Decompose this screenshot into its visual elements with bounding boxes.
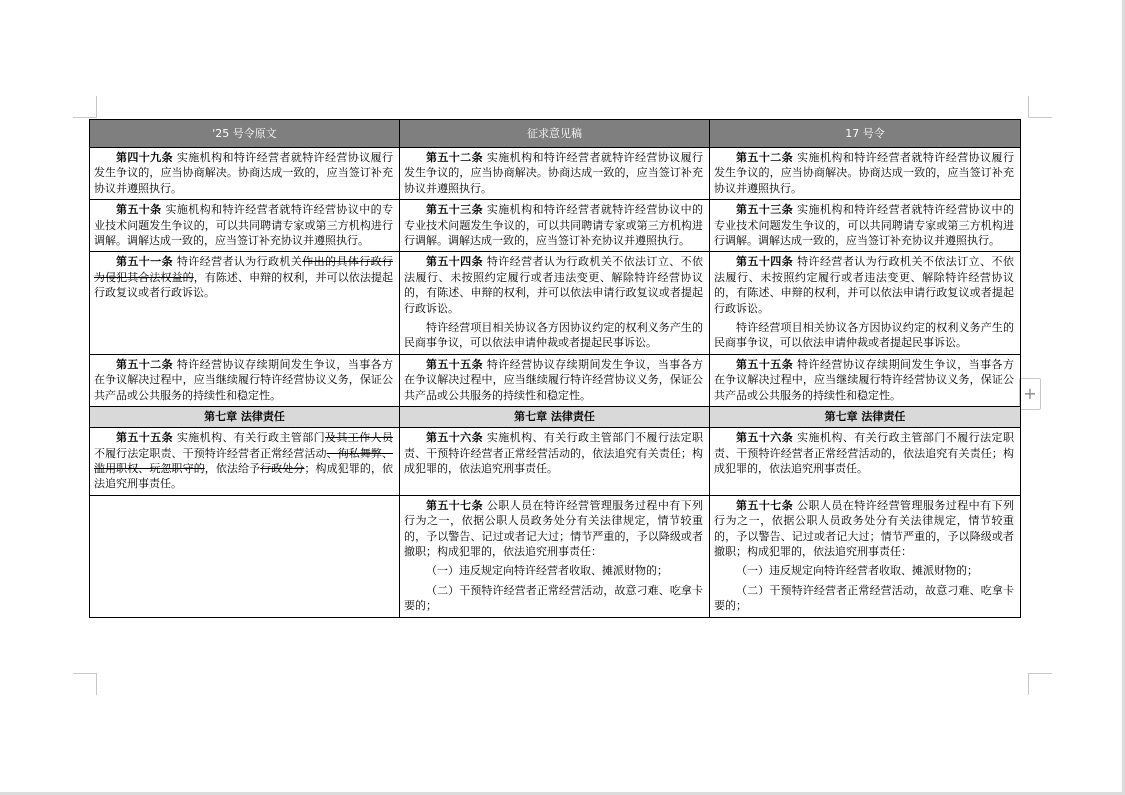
clause-paragraph <box>714 583 1014 614</box>
article-number: 第五十六条 <box>426 431 483 445</box>
clause-paragraph <box>404 254 703 316</box>
table-row <box>90 148 1021 200</box>
clause-text: 特许经营者认为行政机关不依法订立、不依法履行、未按照约定履行或者违法变更、解除特许经营协议的，有陈述、申辩的权利，并可以依法申请行政复议或者提起行政诉讼。 <box>714 255 1014 315</box>
clause-text: （一）违反规定向特许经营者收取、摊派财物的； <box>426 564 668 578</box>
header-order-17: 17 号令 <box>710 120 1021 148</box>
table-cell-original[interactable] <box>90 354 400 406</box>
clause-text: 实施机构和特许经营者就特许经营协议中的专业技术问题发生争议的，可以共同聘请专家或第三方机构进行调解。调解达成一致的，应当签订补充协议并遵照执行。 <box>714 203 1014 248</box>
clause-text: 实施机构和特许经营者就特许经营协议履行发生争议的，应当协商解决。协商达成一致的，应当签订补充协议并遵照执行。 <box>404 151 704 195</box>
crop-mark <box>1028 673 1029 695</box>
chapter-title-order-17: 第七章 法律责任 <box>710 407 1021 428</box>
deleted-text: 及其工作人员 <box>325 431 394 445</box>
article-number: 第五十二条 <box>426 151 483 164</box>
clause-text: 特许经营者认为行政机关不依法订立、不依法履行、未按照约定履行或者违法变更、解除特许经营协议的，有陈述、申辩的权利，并可以依法申请行政复议或者提起行政诉讼。 <box>404 255 704 315</box>
article-number: 第五十五条 <box>736 357 794 371</box>
table-cell-draft[interactable] <box>400 252 710 354</box>
table-row <box>90 252 1021 354</box>
header-draft: 征求意见稿 <box>400 120 710 148</box>
article-number: 第四十九条 <box>116 151 173 164</box>
chapter-title-original: 第七章 法律责任 <box>90 407 400 428</box>
clause-paragraph <box>714 563 1014 578</box>
table-cell-draft[interactable] <box>400 495 710 617</box>
table-cell-order-17[interactable] <box>710 354 1021 406</box>
clause-text: 实施机构、有关行政主管部门 <box>172 431 326 445</box>
clause-text: 不履行法定职责、干预特许经营者正常经营活动 <box>94 446 327 460</box>
clause-text: 特许经营项目相关协议各方因协议约定的权利义务产生的民商事争议，可以依法申请仲裁或者提起民事诉讼。 <box>404 321 703 350</box>
clause-text: 实施机构和特许经营者就特许经营协议履行发生争议的，应当协商解决。协商达成一致的，应当签订补充协议并遵照执行。 <box>714 151 1014 195</box>
table-cell-draft[interactable] <box>400 148 710 200</box>
article-number: 第五十六条 <box>736 431 794 445</box>
clause-paragraph <box>404 583 703 614</box>
clause-text: 实施机构、有关行政主管部门不履行法定职责、干预特许经营者正常经营活动的，依法追究有关责任；构成犯罪的，依法追究刑事责任。 <box>714 431 1014 475</box>
clause-paragraph <box>94 150 393 196</box>
clause-paragraph <box>404 150 703 196</box>
table-cell-draft[interactable] <box>400 354 710 406</box>
clause-paragraph <box>714 357 1014 403</box>
clause-text: 实施机构和特许经营者就特许经营协议中的专业技术问题发生争议的，可以共同聘请专家或第三方机构进行调解。调解达成一致的，应当签订补充协议并遵照执行。 <box>94 203 394 248</box>
table-cell-draft[interactable] <box>400 428 710 496</box>
table-row <box>90 354 1021 406</box>
table-cell-original[interactable] <box>90 200 400 252</box>
clause-text: 特许经营协议存续期间发生争议，当事各方在争议解决过程中，应当继续履行特许经营协议义务，保证公共产品或公共服务的持续性和稳定性。 <box>714 357 1014 402</box>
crop-mark <box>73 117 96 118</box>
clause-text: 实施机构和特许经营者就特许经营协议履行发生争议的，应当协商解决。协商达成一致的，应当签订补充协议并遵照执行。 <box>94 151 394 195</box>
clause-paragraph <box>714 202 1014 248</box>
table-cell-order-17[interactable] <box>710 148 1021 200</box>
clause-paragraph <box>714 320 1014 351</box>
clause-text: 公职人员在特许经营管理服务过程中有下列行为之一，依据公职人员政务处分有关法律规定，情节较重的，予以警告、记过或者记大过；情节严重的，予以降级或者撤职；构成犯罪的，依法追究刑事责任： <box>404 498 704 558</box>
article-number: 第五十三条 <box>426 203 483 217</box>
table-cell-order-17[interactable] <box>710 428 1021 496</box>
clause-text: （二）干预特许经营者正常经营活动，故意刁难、吃拿卡要的； <box>404 583 703 613</box>
clause-paragraph <box>94 202 393 248</box>
clause-text: ，依法给予 <box>204 461 261 475</box>
clause-paragraph <box>404 430 703 476</box>
chapter-row <box>90 407 1021 428</box>
clause-paragraph <box>94 254 393 300</box>
table-cell-original[interactable] <box>90 428 400 496</box>
article-number: 第五十二条 <box>736 151 794 164</box>
table-row <box>90 200 1021 252</box>
article-number: 第五十四条 <box>736 255 794 269</box>
article-number: 第五十四条 <box>426 255 483 269</box>
crop-mark <box>96 96 97 118</box>
table-body <box>90 148 1021 618</box>
crop-mark <box>96 673 97 695</box>
clause-paragraph <box>404 202 703 248</box>
article-number: 第五十三条 <box>736 203 794 217</box>
table-row <box>90 428 1021 496</box>
article-number: 第五十五条 <box>426 357 483 371</box>
clause-text: ；构成犯罪的，依法追究刑事责任。 <box>94 461 394 491</box>
clause-text: 特许经营协议存续期间发生争议，当事各方在争议解决过程中，应当继续履行特许经营协议义务，保证公共产品或公共服务的持续性和稳定性。 <box>94 357 394 402</box>
article-number: 第五十二条 <box>116 357 173 371</box>
header-original: '25 号令原文 <box>90 120 400 148</box>
clause-text: 特许经营者认为行政机关 <box>172 255 303 269</box>
deleted-text: 行政处分 <box>260 461 305 475</box>
article-number: 第五十条 <box>116 203 162 217</box>
clause-text: 公职人员在特许经营管理服务过程中有下列行为之一，依据公职人员政务处分有关法律规定，情节较重的，予以警告、记过或者记大过；情节严重的，予以降级或者撤职；构成犯罪的，依法追究刑事责任： <box>714 498 1014 558</box>
clause-paragraph <box>94 430 393 492</box>
table-cell-order-17[interactable] <box>710 495 1021 617</box>
clause-text: 实施机构、有关行政主管部门不履行法定职责、干预特许经营者正常经营活动的，依法追究有关责任；构成犯罪的，依法追究刑事责任。 <box>404 431 704 475</box>
clause-paragraph <box>714 430 1014 476</box>
article-number: 第五十七条 <box>736 498 794 512</box>
article-number: 第五十一条 <box>116 255 173 269</box>
table-row <box>90 495 1021 617</box>
table-cell-original[interactable] <box>90 148 400 200</box>
clause-paragraph <box>94 357 393 403</box>
article-number: 第五十七条 <box>426 498 483 512</box>
table-cell-original[interactable] <box>90 252 400 354</box>
crop-mark <box>73 673 96 674</box>
clause-paragraph <box>714 498 1014 560</box>
clause-paragraph <box>714 254 1014 316</box>
add-column-button[interactable]: + <box>1019 378 1041 410</box>
crop-mark <box>1029 117 1052 118</box>
crop-mark <box>1029 673 1052 674</box>
clause-text: 特许经营项目相关协议各方因协议约定的权利义务产生的民商事争议，可以依法申请仲裁或者提起民事诉讼。 <box>714 321 1014 350</box>
clause-paragraph <box>404 498 703 560</box>
chapter-title-draft: 第七章 法律责任 <box>400 407 710 428</box>
table-cell-original[interactable] <box>90 495 400 617</box>
clause-paragraph <box>404 357 703 403</box>
clause-text: （二）干预特许经营者正常经营活动，故意刁难、吃拿卡要的； <box>714 583 1014 613</box>
table-header-row <box>90 120 1021 148</box>
clause-text: （一）违反规定向特许经营者收取、摊派财物的； <box>736 564 978 578</box>
table-cell-draft[interactable] <box>400 200 710 252</box>
deleted-text: 作出的具体行政行为侵犯其合法权益的 <box>94 255 394 284</box>
clause-paragraph <box>404 563 703 578</box>
table-cell-order-17[interactable] <box>710 252 1021 354</box>
clause-text: ，有陈述、申辩的权利，并可以依法提起行政复议或者行政诉讼。 <box>94 270 394 300</box>
comparison-table <box>89 119 1021 618</box>
clause-text: 特许经营协议存续期间发生争议，当事各方在争议解决过程中，应当继续履行特许经营协议义务，保证公共产品或公共服务的持续性和稳定性。 <box>404 357 704 402</box>
crop-mark <box>1028 96 1029 118</box>
clause-paragraph <box>404 320 703 351</box>
clause-text: 实施机构和特许经营者就特许经营协议中的专业技术问题发生争议的，可以共同聘请专家或第三方机构进行调解。调解达成一致的，应当签订补充协议并遵照执行。 <box>404 203 704 248</box>
table-cell-order-17[interactable] <box>710 200 1021 252</box>
article-number: 第五十五条 <box>116 431 173 445</box>
clause-paragraph <box>714 150 1014 196</box>
deleted-text: 、徇私舞弊、滥用职权、玩忽职守的 <box>94 446 394 475</box>
